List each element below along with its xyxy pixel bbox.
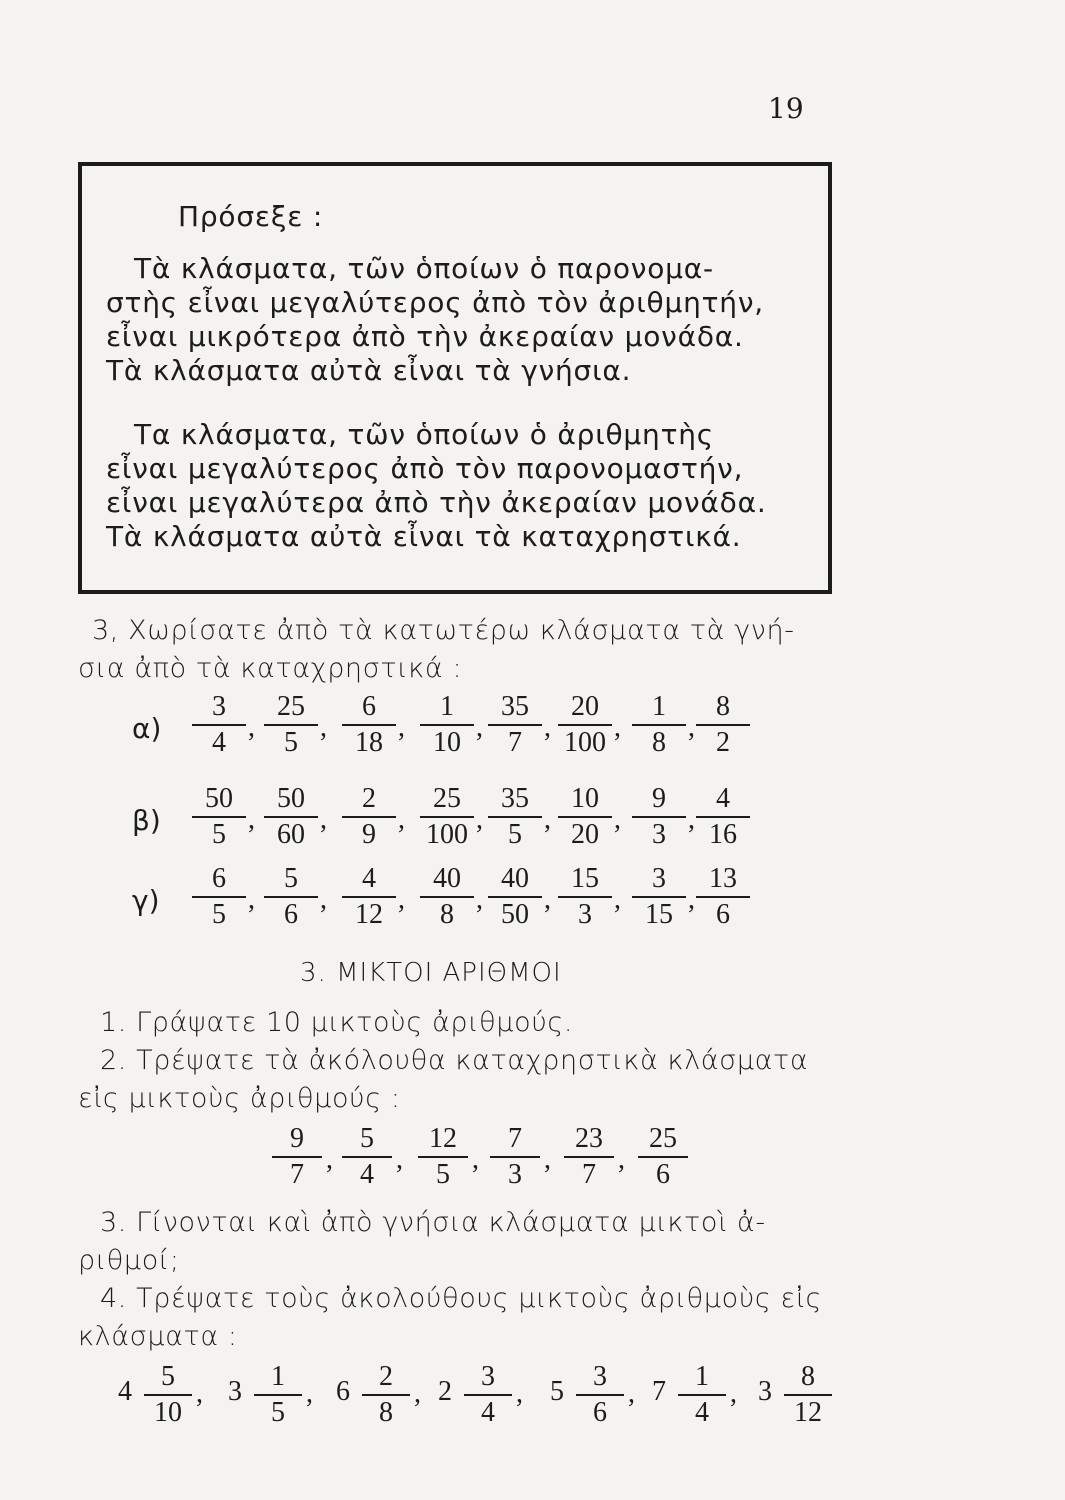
denominator: 10 <box>433 727 461 758</box>
denominator: 9 <box>362 819 376 850</box>
denominator: 18 <box>355 727 383 758</box>
denominator: 3 <box>508 1159 522 1190</box>
question-2-line: εἰς μικτοὺς ἀριθμούς : <box>78 1083 401 1114</box>
comma: , <box>614 712 621 743</box>
numerator: 25 <box>277 691 305 722</box>
question-2-line: 2. Τρέψατε τὰ ἀκόλουθα καταχρηστικὰ κλάσματα <box>100 1045 809 1076</box>
fraction <box>262 862 320 932</box>
numerator: 35 <box>501 691 529 722</box>
question-2 <box>78 1042 838 1118</box>
fraction <box>630 690 688 760</box>
section-heading: 3. ΜΙΚΤΟΙ ΑΡΙΘΜΟΙ <box>300 958 562 988</box>
fraction <box>418 862 476 932</box>
box-title: Πρόσεξε : <box>178 200 324 233</box>
comma: , <box>614 884 621 915</box>
fraction <box>340 690 398 760</box>
fraction <box>340 782 398 852</box>
mixed-fraction <box>782 1360 834 1430</box>
comma: , <box>688 712 695 743</box>
denominator: 4 <box>360 1159 374 1190</box>
comma: , <box>516 1378 523 1409</box>
mixed-whole: 3 <box>758 1376 772 1407</box>
numerator: 6 <box>212 863 226 894</box>
denominator: 2 <box>716 727 730 758</box>
comma: , <box>398 712 405 743</box>
numerator: 8 <box>716 691 730 722</box>
numerator: 20 <box>571 691 599 722</box>
comma: , <box>544 1144 551 1175</box>
mixed-fraction <box>676 1360 728 1430</box>
question-4-line: 4. Τρέψατε τοὺς ἀκολούθους μικτοὺς ἀριθμοὺς εἰς <box>100 1283 822 1314</box>
denominator: 7 <box>582 1159 596 1190</box>
numerator: 15 <box>571 863 599 894</box>
numerator: 3 <box>593 1361 607 1392</box>
numerator: 1 <box>652 691 666 722</box>
numerator: 1 <box>440 691 454 722</box>
denominator: 12 <box>794 1397 822 1428</box>
fraction <box>556 782 614 852</box>
comma: , <box>544 804 551 835</box>
mixed-fraction <box>462 1360 514 1430</box>
numerator: 9 <box>652 783 666 814</box>
fraction <box>556 690 614 760</box>
comma: , <box>398 884 405 915</box>
denominator: 5 <box>212 819 226 850</box>
denominator: 3 <box>578 899 592 930</box>
question-3-line: ριθμοί; <box>78 1245 180 1276</box>
denominator: 7 <box>290 1159 304 1190</box>
fraction <box>562 1122 616 1192</box>
numerator: 5 <box>161 1361 175 1392</box>
denominator: 3 <box>652 819 666 850</box>
numerator: 2 <box>379 1361 393 1392</box>
fraction <box>190 862 248 932</box>
exercise-3-text <box>78 612 838 688</box>
fraction-row <box>0 862 760 942</box>
box-p2-line: εἶναι μεγαλύτερα ἀπὸ τὴν ἀκεραίαν μονάδα. <box>106 486 767 519</box>
numerator: 23 <box>575 1123 603 1154</box>
fraction <box>694 690 752 760</box>
box-p1-line: στὴς εἶναι μεγαλύτερος ἀπὸ τὸν ἀριθμητήν, <box>106 286 764 319</box>
denominator: 4 <box>481 1397 495 1428</box>
fraction <box>636 1122 690 1192</box>
denominator: 8 <box>652 727 666 758</box>
comma: , <box>248 804 255 835</box>
fraction <box>340 1122 394 1192</box>
fraction <box>556 862 614 932</box>
fraction <box>488 1122 542 1192</box>
numerator: 25 <box>433 783 461 814</box>
comma: , <box>326 1144 333 1175</box>
denominator: 6 <box>716 899 730 930</box>
fraction <box>190 690 248 760</box>
denominator: 8 <box>379 1397 393 1428</box>
attention-box <box>78 162 832 594</box>
numerator: 6 <box>362 691 376 722</box>
comma: , <box>688 884 695 915</box>
denominator: 5 <box>508 819 522 850</box>
fraction <box>694 782 752 852</box>
mixed-fraction <box>252 1360 304 1430</box>
comma: , <box>396 1144 403 1175</box>
row-label: α) <box>132 712 162 745</box>
mixed-fraction <box>142 1360 194 1430</box>
denominator: 5 <box>271 1397 285 1428</box>
box-p1-line: Τὰ κλάσματα, τῶν ὁποίων ὁ παρονομα- <box>134 252 714 285</box>
fraction <box>630 782 688 852</box>
fraction <box>262 690 320 760</box>
numerator: 4 <box>362 863 376 894</box>
numerator: 25 <box>649 1123 677 1154</box>
numerator: 1 <box>271 1361 285 1392</box>
page-number: 19 <box>768 92 804 125</box>
denominator: 6 <box>284 899 298 930</box>
denominator: 5 <box>284 727 298 758</box>
box-paragraph-1 <box>106 252 814 388</box>
comma: , <box>688 804 695 835</box>
denominator: 15 <box>645 899 673 930</box>
comma: , <box>398 804 405 835</box>
denominator: 100 <box>426 819 468 850</box>
comma: , <box>476 884 483 915</box>
question-1-line: 1. Γράψατε 10 μικτοὺς ἀριθμούς. <box>100 1007 574 1038</box>
denominator: 50 <box>501 899 529 930</box>
numerator: 3 <box>652 863 666 894</box>
box-p2-line: Τα κλάσματα, τῶν ὁποίων ὁ ἀριθμητὴς <box>134 418 715 451</box>
comma: , <box>628 1378 635 1409</box>
numerator: 35 <box>501 783 529 814</box>
fraction-row <box>0 782 760 862</box>
fraction <box>190 782 248 852</box>
numerator: 5 <box>284 863 298 894</box>
comma: , <box>196 1378 203 1409</box>
mixed-fraction <box>360 1360 412 1430</box>
comma: , <box>476 712 483 743</box>
denominator: 10 <box>154 1397 182 1428</box>
mixed-whole: 3 <box>228 1376 242 1407</box>
box-paragraph-2 <box>106 418 814 554</box>
denominator: 4 <box>212 727 226 758</box>
question-4-line: κλάσματα : <box>78 1321 238 1352</box>
denominator: 5 <box>436 1159 450 1190</box>
numerator: 12 <box>429 1123 457 1154</box>
row-label: γ) <box>132 884 160 917</box>
box-p2-line: εἶναι μεγαλύτερος ἀπὸ τὸν παρονομαστήν, <box>106 452 744 485</box>
numerator: 40 <box>433 863 461 894</box>
comma: , <box>730 1378 737 1409</box>
comma: , <box>248 884 255 915</box>
denominator: 8 <box>440 899 454 930</box>
box-p1-line: Τὰ κλάσματα αὐτὰ εἶναι τὰ γνήσια. <box>106 354 632 387</box>
fraction <box>418 690 476 760</box>
denominator: 4 <box>695 1397 709 1428</box>
mixed-whole: 6 <box>336 1376 350 1407</box>
denominator: 7 <box>508 727 522 758</box>
numerator: 9 <box>290 1123 304 1154</box>
numerator: 13 <box>709 863 737 894</box>
numerator: 40 <box>501 863 529 894</box>
comma: , <box>306 1378 313 1409</box>
mixed-whole: 5 <box>550 1376 564 1407</box>
numerator: 3 <box>212 691 226 722</box>
denominator: 60 <box>277 819 305 850</box>
denominator: 6 <box>656 1159 670 1190</box>
numerator: 50 <box>205 783 233 814</box>
row-label: β) <box>132 804 161 837</box>
fraction <box>694 862 752 932</box>
fraction <box>418 782 476 852</box>
numerator: 2 <box>362 783 376 814</box>
question-1 <box>78 1004 838 1042</box>
comma: , <box>544 712 551 743</box>
numerator: 3 <box>481 1361 495 1392</box>
fraction <box>340 862 398 932</box>
denominator: 12 <box>355 899 383 930</box>
numerator: 4 <box>716 783 730 814</box>
numerator: 7 <box>508 1123 522 1154</box>
fraction <box>630 862 688 932</box>
question-3-line: 3. Γίνονται καὶ ἀπὸ γνήσια κλάσματα μικτοὶ ἀ- <box>100 1207 766 1238</box>
fraction-row <box>0 690 760 770</box>
comma: , <box>248 712 255 743</box>
fraction <box>486 862 544 932</box>
denominator: 20 <box>571 819 599 850</box>
question-3 <box>78 1204 838 1280</box>
denominator: 5 <box>212 899 226 930</box>
comma: , <box>472 1144 479 1175</box>
question-4 <box>78 1280 838 1356</box>
numerator: 10 <box>571 783 599 814</box>
numerator: 1 <box>695 1361 709 1392</box>
comma: , <box>544 884 551 915</box>
denominator: 16 <box>709 819 737 850</box>
denominator: 100 <box>564 727 606 758</box>
fraction <box>486 782 544 852</box>
exercise-3-line: σια ἀπὸ τὰ καταχρηστικά : <box>78 653 463 684</box>
comma: , <box>320 804 327 835</box>
fraction <box>270 1122 324 1192</box>
comma: , <box>320 712 327 743</box>
mixed-whole: 4 <box>118 1376 132 1407</box>
denominator: 6 <box>593 1397 607 1428</box>
fraction <box>486 690 544 760</box>
fraction <box>416 1122 470 1192</box>
numerator: 8 <box>801 1361 815 1392</box>
comma: , <box>414 1378 421 1409</box>
numerator: 50 <box>277 783 305 814</box>
mixed-fraction <box>574 1360 626 1430</box>
fraction <box>262 782 320 852</box>
box-p2-line: Τὰ κλάσματα αὐτὰ εἶναι τὰ καταχρηστικά. <box>106 520 742 553</box>
mixed-whole: 2 <box>438 1376 452 1407</box>
exercise-3-line: 3, Χωρίσατε ἀπὸ τὰ κατωτέρω κλάσματα τὰ γνή- <box>92 615 795 646</box>
comma: , <box>476 804 483 835</box>
comma: , <box>618 1144 625 1175</box>
mixed-whole: 7 <box>652 1376 666 1407</box>
comma: , <box>614 804 621 835</box>
box-p1-line: εἶναι μικρότερα ἀπὸ τὴν ἀκεραίαν μονάδα. <box>106 320 744 353</box>
comma: , <box>320 884 327 915</box>
numerator: 5 <box>360 1123 374 1154</box>
